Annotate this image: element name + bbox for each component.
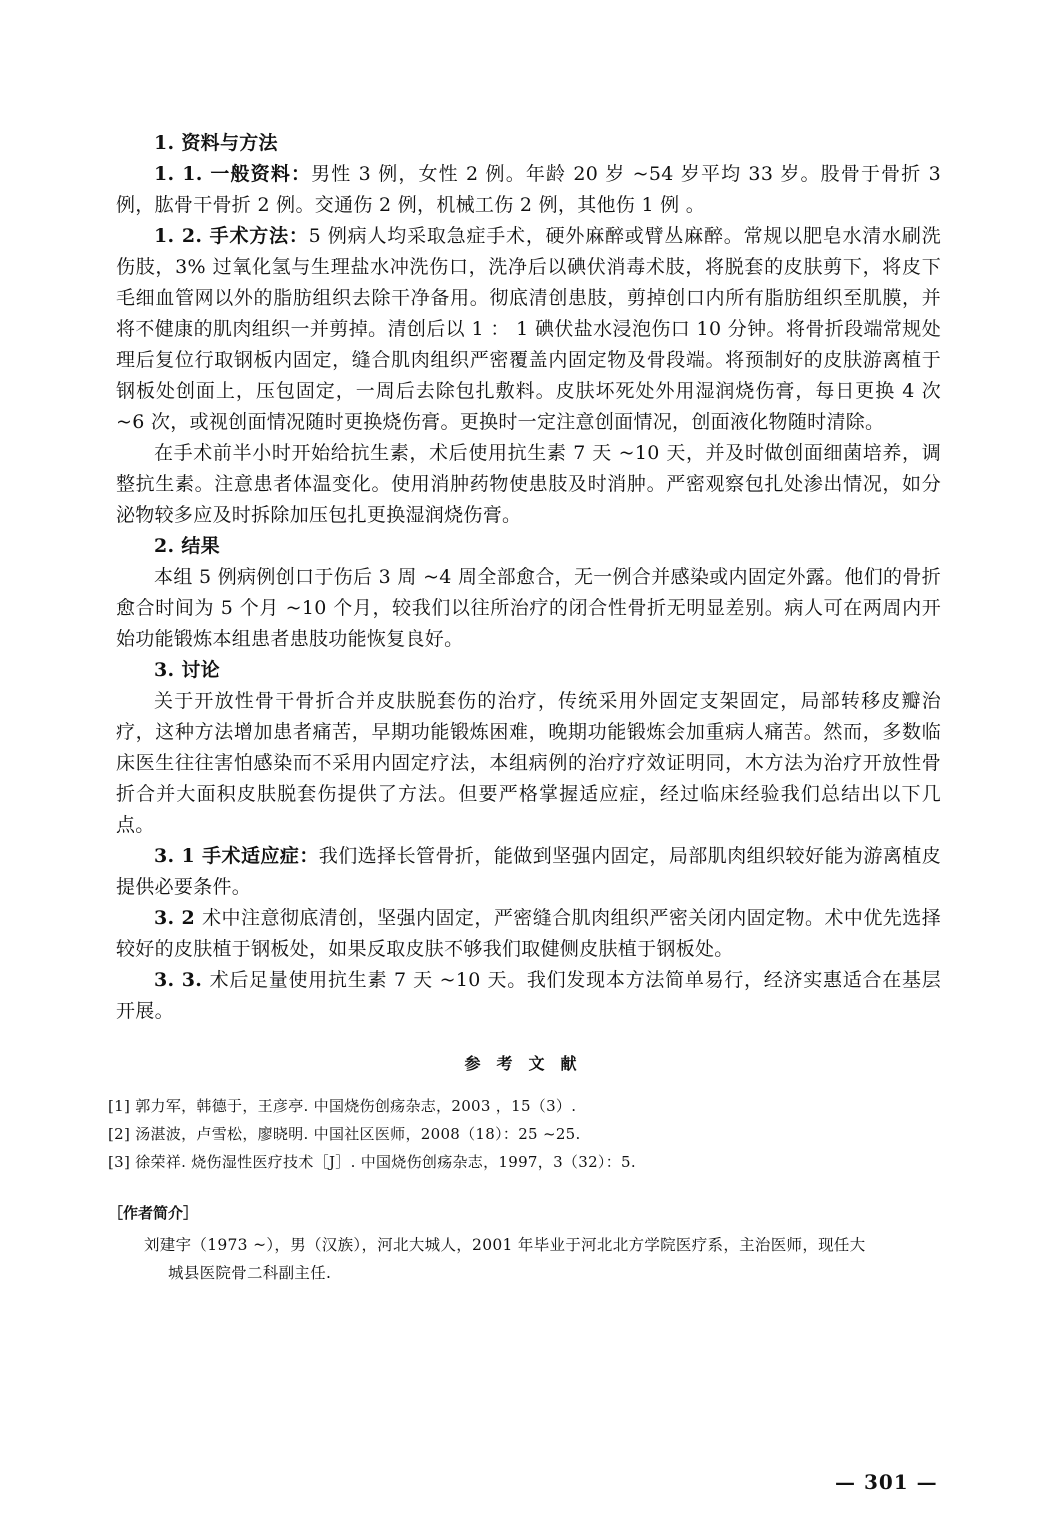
subsection-label: 3. 2: [154, 907, 203, 929]
paragraph-postop: [116, 965, 941, 1027]
paragraph-text: 男性 3 例，女性 2 例。年龄 20 岁 ~54 岁平均 33 岁。股骨于骨折 3 例，肱骨干骨折 2 例。交通伤 2 例，机械工伤 2 例，其他伤 1 例 。: [116, 163, 941, 216]
document-body: [108, 128, 942, 1287]
paragraph-antibiotics: 在手术前半小时开始给抗生素，术后使用抗生素 7 天 ~10 天，并及时做创面细菌培养，调整抗生素。注意患者体温变化。使用消肿药物使患肢及时消肿。严密观察包扎处渗出情况，如分泌物较多应及时拆除加压包扎更换湿润烧伤膏。: [116, 442, 941, 526]
paragraph-surgical-method: [116, 221, 941, 438]
paragraph-text: 5 例病人均采取急症手术，硬外麻醉或臂丛麻醉。常规以肥皂水清水刷洗伤肢，3% 过氧化氢与生理盐水冲洗伤口，洗净后以碘伏消毒术肢，将脱套的皮肤剪下，将皮下毛细血管网以外的脂肪组织去除干净备用。彻底清创患肢，剪掉创口内所有脂肪组织至肌膜，并将不健康的肌肉组织一并剪掉。清创后以 1 ： 1 碘伏盐水浸泡伤口 10 分钟。将骨折段端常规处理后复位行取钢板内固定，缝合肌肉组织严密覆盖内固定物及骨段端。将预制好的皮肤游离植于钢板处创面上，压包固定，一周后去除包扎敷料。皮肤坏死处外用湿润烧伤膏，每日更换 4 次 ~6 次，或视创面情况随时更换烧伤膏。更换时一定注意创面情况，创面液化物随时清除。: [116, 225, 942, 433]
author-bio-line: 刘建宇（1973 ~），男（汉族），河北大城人，2001 年毕业于河北北方学院医疗系，主治医师，现任大: [144, 1236, 866, 1254]
author-bio-line: 城县医院骨二科副主任.: [168, 1264, 332, 1282]
section-heading-1: 1. 资料与方法: [154, 132, 278, 154]
subsection-label: 3. 1 手术适应症：: [154, 845, 319, 867]
reference-item: [2] 汤湛波，卢雪松，廖晓明. 中国社区医师，2008（18）：25 ~25.: [108, 1125, 581, 1143]
paragraph-debridement: [116, 903, 941, 965]
subsection-label: 1. 2. 手术方法：: [154, 225, 309, 247]
page-number: — 301 —: [835, 1470, 938, 1494]
author-bio-heading: ［作者简介］: [108, 1204, 199, 1222]
paragraph-text: 我们选择长管骨折，能做到坚强内固定，局部肌肉组织较好能为游离植皮提供必要条件。: [116, 845, 941, 898]
paragraph-results: 本组 5 例病例创口于伤后 3 周 ~4 周全部愈合，无一例合并感染或内固定外露。他们的骨折愈合时间为 5 个月 ~10 个月，较我们以往所治疗的闭合性骨折无明显差别。病人可在两周内开始功能锻炼本组患者患肢功能恢复良好。: [116, 566, 941, 650]
reference-item: [3] 徐荣祥. 烧伤湿性医疗技术［J］. 中国烧伤创疡杂志，1997，3（32）：5.: [108, 1153, 636, 1171]
paragraph-indications: [116, 841, 941, 903]
reference-item: [1] 郭力军，韩德于，王彦亭. 中国烧伤创疡杂志，2003 ，15（3）.: [108, 1097, 577, 1115]
paragraph-discussion: 关于开放性骨干骨折合并皮肤脱套伤的治疗，传统采用外固定支架固定，局部转移皮瓣治疗，这种方法增加患者痛苦，早期功能锻炼困难，晚期功能锻炼会加重病人痛苦。然而，多数临床医生往往害怕感染而不采用内固定疗法，本组病例的治疗疗效证明同，木方法为治疗开放性骨折合并大面积皮肤脱套伤提供了方法。但要严格掌握适应症，经过临床经验我们总结出以下几点。: [116, 690, 941, 836]
paragraph-text: 术后足量使用抗生素 7 天 ~10 天。我们发现本方法简单易行，经济实惠适合在基层开展。: [116, 969, 941, 1022]
paragraph-general-data: [116, 159, 941, 221]
paragraph-text: 术中注意彻底清创，坚强内固定，严密缝合肌肉组织严密关闭内固定物。术中优先选择较好的皮肤植于钢板处，如果反取皮肤不够我们取健侧皮肤植于钢板处。: [116, 907, 941, 960]
references-title: 参考文献: [464, 1054, 593, 1073]
section-heading-2: 2. 结果: [154, 535, 220, 557]
subsection-label: 3. 3.: [154, 969, 210, 991]
subsection-label: 1. 1. 一般资料：: [154, 163, 312, 185]
section-heading-3: 3. 讨论: [154, 659, 220, 681]
